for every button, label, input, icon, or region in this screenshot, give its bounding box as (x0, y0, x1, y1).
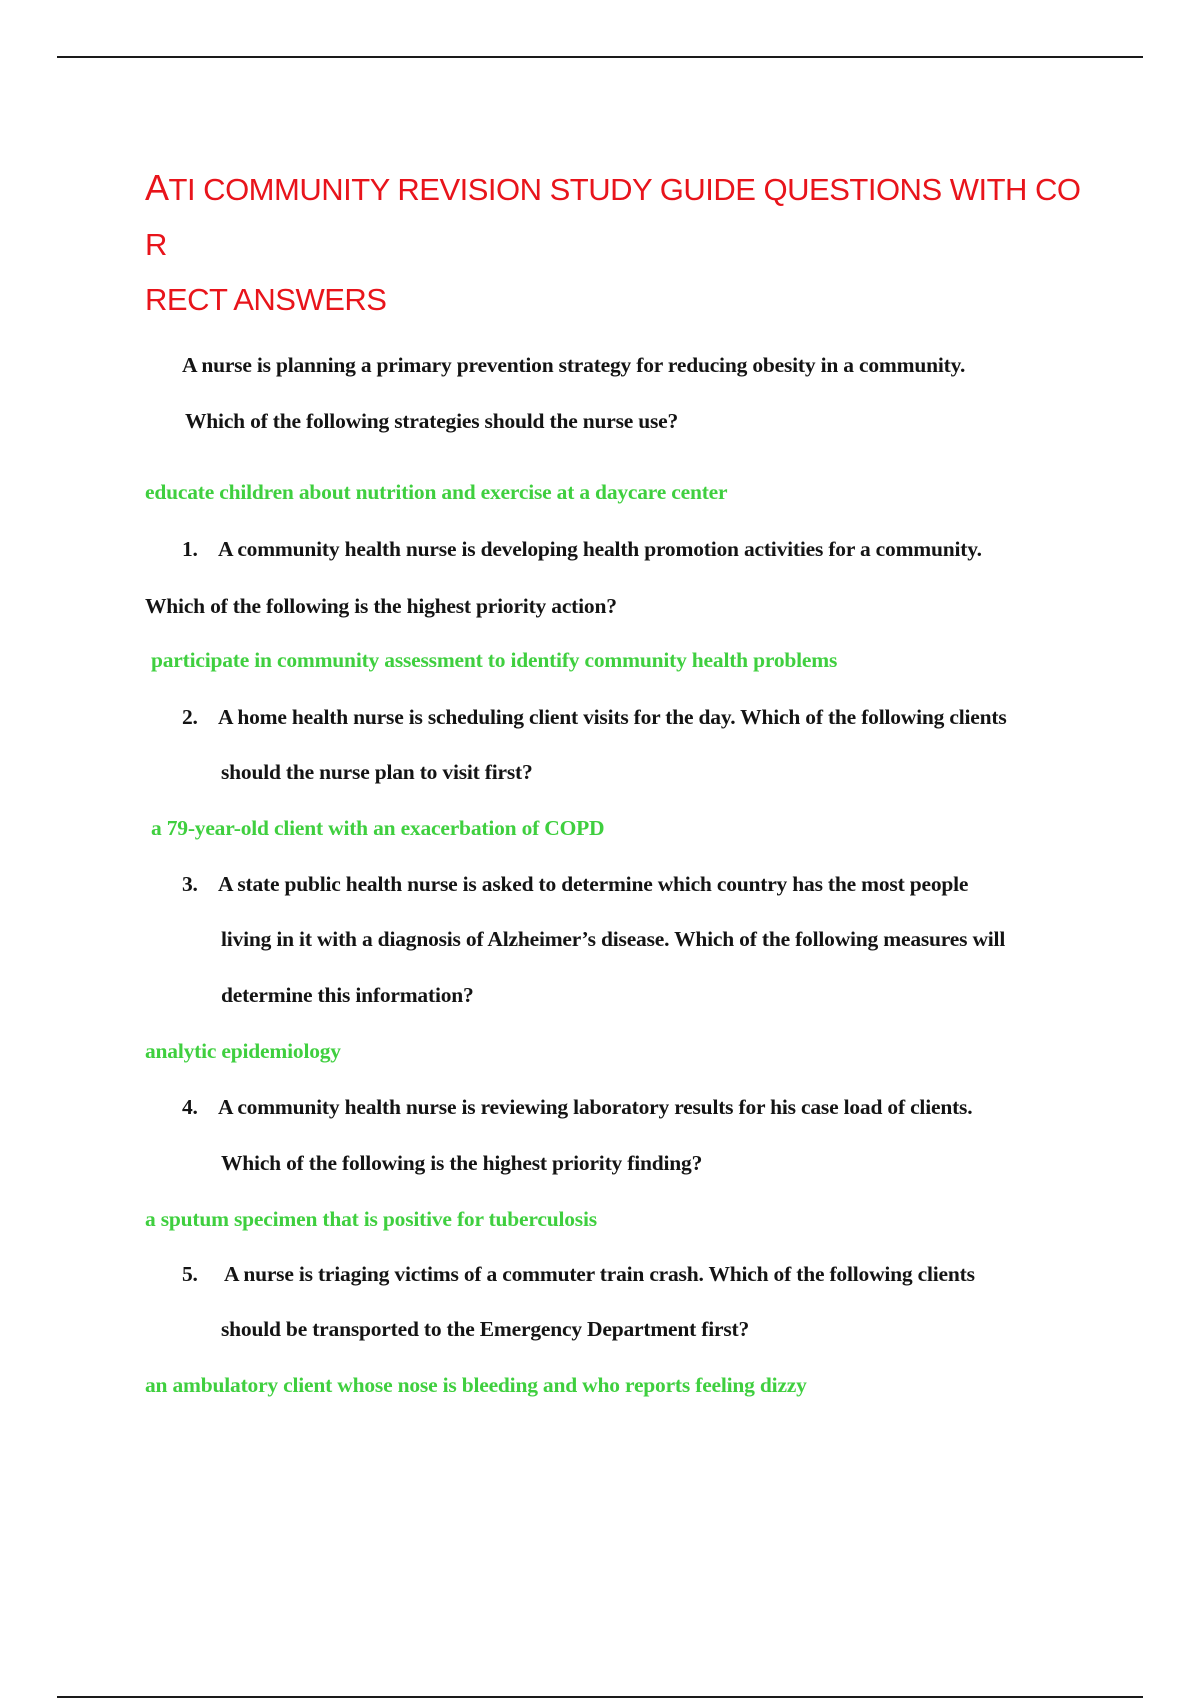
question-3-answer: analytic epidemiology (145, 1039, 341, 1063)
question-3-line-2: living in it with a diagnosis of Alzheimer’s disease. Which of the following measures will (221, 927, 1006, 951)
question-2-number: 2. (182, 705, 198, 729)
question-5-line-2: should be transported to the Emergency Department first? (221, 1317, 750, 1341)
bottom-rule (57, 1696, 1143, 1698)
question-3-line-3: determine this information? (221, 983, 474, 1007)
document-title: ATI COMMUNITY REVISION STUDY GUIDE QUESTIONS WITH COR RECT ANSWERS (145, 167, 1081, 317)
question-5-number: 5. (182, 1262, 198, 1286)
question-2-line-2: should the nurse plan to visit first? (221, 760, 533, 784)
intro-question-line-2: Which of the following strategies should the nurse use? (185, 409, 679, 433)
question-3-line-1: 3. A state public health nurse is asked to determine which country has the most people (182, 872, 969, 896)
intro-question-line-1: A nurse is planning a primary prevention strategy for reducing obesity in a community. (182, 353, 966, 377)
question-1-answer: participate in community assessment to identify community health problems (151, 648, 838, 672)
top-rule (57, 56, 1143, 58)
question-4-line-1: 4. A community health nurse is reviewing laboratory results for his case load of clients. (182, 1095, 973, 1119)
question-4-number: 4. (182, 1095, 198, 1119)
question-5-answer: an ambulatory client whose nose is bleeding and who reports feeling dizzy (145, 1373, 807, 1397)
question-1-line-2: Which of the following is the highest priority action? (145, 594, 617, 618)
question-2-answer: a 79-year-old client with an exacerbation of COPD (151, 816, 605, 840)
question-4-answer: a sputum specimen that is positive for tuberculosis (145, 1207, 597, 1231)
question-4-line-2: Which of the following is the highest priority finding? (221, 1151, 703, 1175)
question-1-number: 1. (182, 537, 198, 561)
question-1-line-1: 1. A community health nurse is developing health promotion activities for a community. (182, 537, 982, 561)
question-3-number: 3. (182, 872, 198, 896)
intro-answer: educate children about nutrition and exercise at a daycare center (145, 480, 728, 504)
question-5-line-1: 5. A nurse is triaging victims of a commuter train crash. Which of the following clients (182, 1262, 975, 1286)
question-2-line-1: 2. A home health nurse is scheduling client visits for the day. Which of the following clients (182, 705, 1007, 729)
